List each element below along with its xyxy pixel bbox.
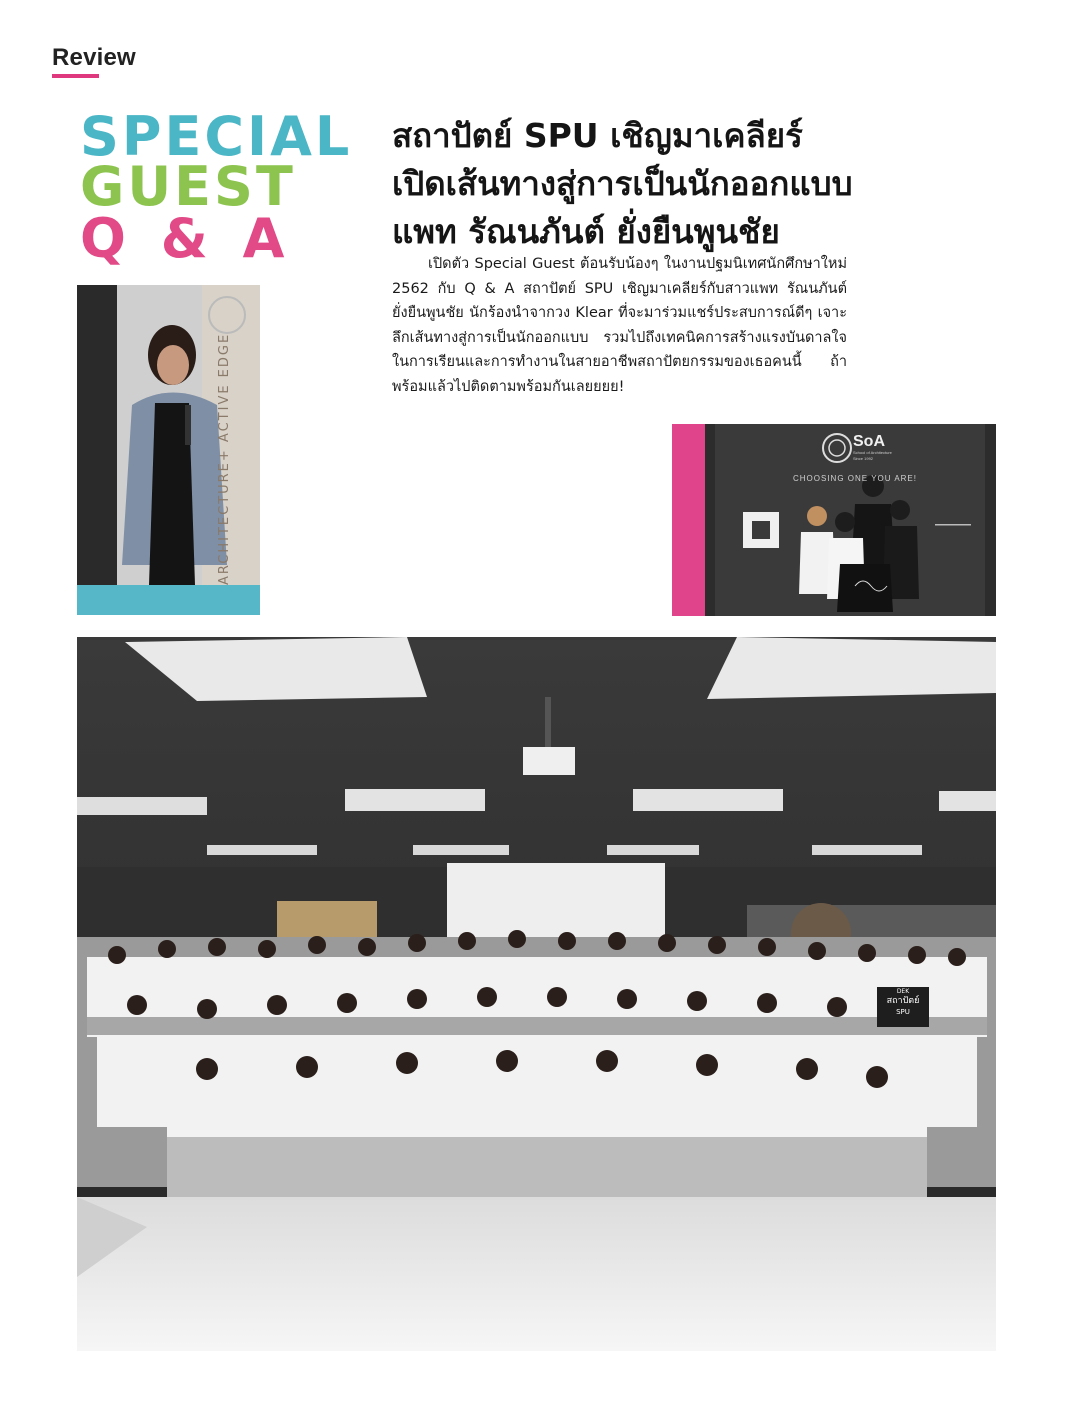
soa-group-photo: [672, 424, 996, 616]
section-label: Review: [52, 44, 136, 71]
sign-line-2: สถาปัตย์: [886, 996, 920, 1006]
group-sign: [877, 987, 929, 1027]
headline-guest: GUEST: [80, 155, 296, 218]
banner-slogan: CHOOSING ONE YOU ARE!: [793, 474, 917, 483]
sign-line-1: DEK: [896, 988, 910, 995]
soa-logo-since: Since 1992: [853, 456, 874, 461]
title-line-3: แพท รัณนภันต์ ยั่งยืนพูนชัย: [392, 212, 780, 251]
headline-special: SPECIAL: [80, 105, 353, 168]
article-body: [392, 252, 847, 399]
wall-text: ARCHITECTURE+ ACTIVE EDGE: [217, 332, 232, 585]
headline-qa: Q & A: [80, 207, 293, 270]
title-line-2: เปิดเส้นทางสู่การเป็นนักออกแบบ: [392, 164, 853, 203]
article-title: [392, 112, 1012, 256]
photo-accent-bar: [77, 585, 260, 615]
soa-logo: [853, 434, 892, 462]
title-line-1: สถาปัตย์ SPU เชิญมาเคลียร์: [392, 116, 803, 155]
body-text: เปิดตัว Special Guest ต้อนรับน้องๆ ในงานปฐมนิเทศนักศึกษาใหม่ 2562 กับ Q & A สถาปัตย์ SPU เชิญมาเคลียร์กับสาวแพท รัณนภันต์ ยั่งยืนพูนชัย นักร้องนำจากวง Klear ที่จะมาร่วมแชร์ประสบการณ์ดีๆ เจาะลึกเส้นทางสู่การเป็นนักออกแบบ รวมไปถึงเทคนิคการสร้างแรงบันดาลใจในการเรียนและการทำงานในสายอาชีพสถาปัตยกรรมของเธอคนนี้ ถ้าพร้อมแล้วไปติดตามพร้อมกันเลยยยย!: [392, 256, 847, 395]
speaker-photo: [77, 285, 260, 615]
orientation-group-photo: [77, 637, 996, 1351]
section-underline: [52, 74, 99, 78]
photo-accent-bar-pink: [672, 424, 705, 616]
sign-line-3: SPU: [896, 1008, 910, 1016]
soa-logo-sub: School of Architecture: [853, 450, 892, 455]
soa-logo-text: SoA: [853, 433, 885, 450]
